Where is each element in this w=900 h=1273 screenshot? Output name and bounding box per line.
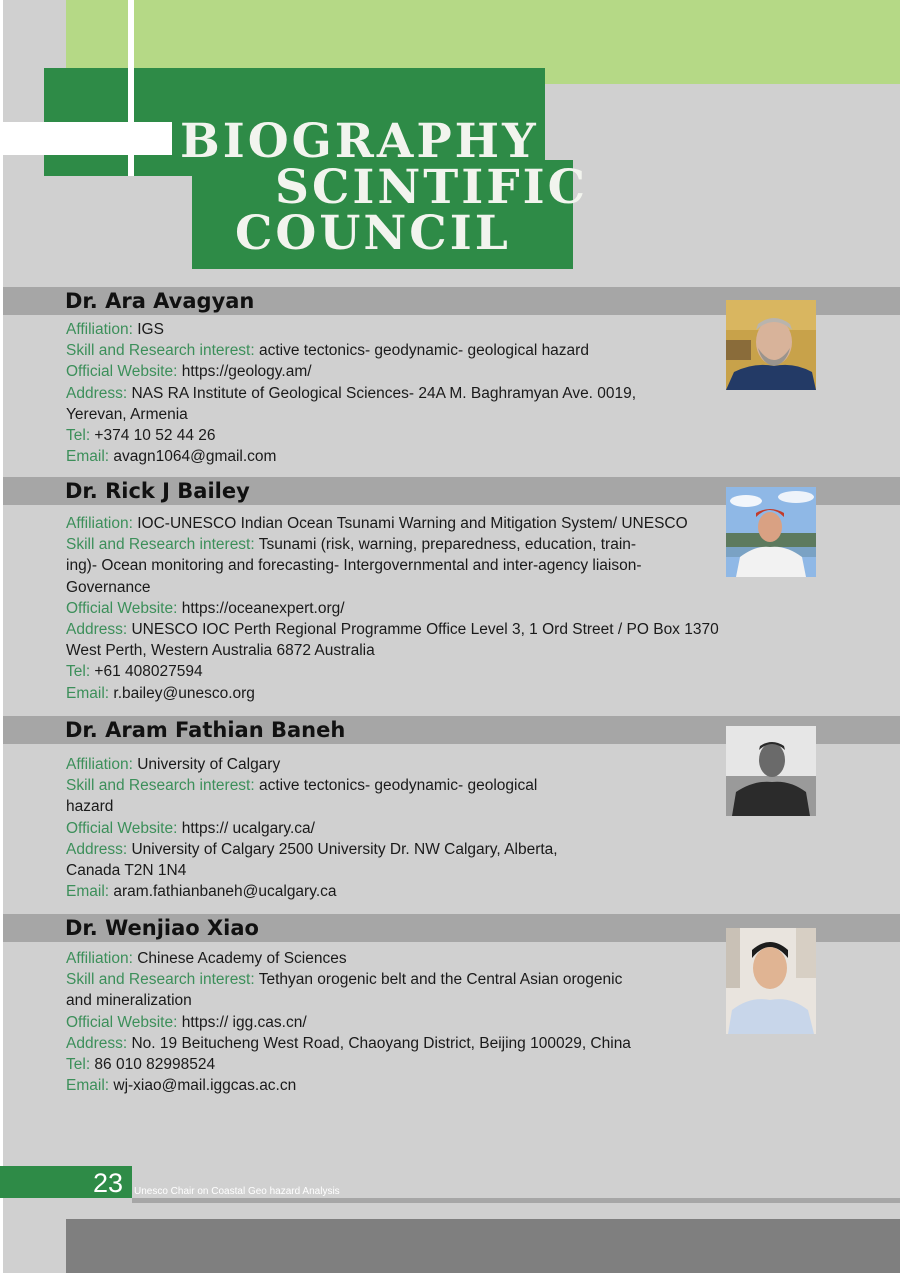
detail-line [66,661,719,682]
field-value: 86 010 82998524 [90,1056,216,1074]
field-value: IGS [132,321,164,338]
field-label: Tel: [66,663,91,681]
portrait-photo [726,726,816,816]
field-label: Official Website: [66,599,178,617]
portrait-photo [726,487,816,577]
field-value: +374 10 52 44 26 [90,427,216,445]
field-value: https://geology.am/ [177,363,312,381]
field-label: Address: [66,840,128,858]
detail-line [66,598,719,619]
field-value: UNESCO IOC Perth Regional Programme Office Level 3, 1 Ord Street / PO Box 1370 [127,621,719,639]
field-label: Affiliation: [66,756,133,773]
field-value: No. 19 Beitucheng West Road, Chaoyang District, Beijing 100029, China [127,1034,631,1052]
person-details [66,513,719,704]
detail-line [66,319,636,340]
field-value: ing)- Ocean monitoring and forecasting- Intergovernmental and inter-agency liaison- [66,557,642,575]
detail-line [66,990,631,1011]
field-value: https:// igg.cas.cn/ [177,1013,307,1031]
field-value: IOC-UNESCO Indian Ocean Tsunami Warning and Mitigation System/ UNESCO [132,515,688,532]
field-value: NAS RA Institute of Geological Sciences- 24A M. Baghramyan Ave. 0019, [127,384,637,402]
field-label: Official Website: [66,363,178,381]
field-label: Email: [66,1077,110,1095]
field-label: Tel: [66,427,91,445]
detail-line [66,1075,631,1096]
detail-line [66,948,631,969]
field-label: Tel: [66,1056,91,1074]
footer-title: Unesco Chair on Coastal Geo hazard Analysis [134,1186,340,1197]
footer-divider [132,1198,900,1203]
portrait-photo [726,300,816,390]
person-details [66,948,631,1096]
detail-line [66,640,719,661]
person-details [66,319,636,467]
field-value: r.bailey@unesco.org [109,684,255,702]
detail-line [66,383,636,404]
field-label: Address: [66,384,128,402]
page-number: 23 [93,1168,124,1198]
field-label: Address: [66,621,128,639]
detail-line [66,446,636,467]
page-title-line-2: SCINTIFIC [275,160,589,215]
field-label: Email: [66,883,110,901]
field-value: aram.fathianbaneh@ucalgary.ca [109,883,337,901]
portrait-photo [726,928,816,1034]
detail-line [66,555,719,576]
field-value: Yerevan, Armenia [66,405,188,423]
field-label: Skill and Research interest: [66,342,255,360]
detail-line [66,860,558,881]
field-value: Governance [66,578,151,596]
person-details [66,754,558,902]
person-name: Dr. Wenjiao Xiao [65,916,259,940]
field-value: active tectonics- geodynamic- geological [254,777,538,795]
field-label: Skill and Research interest: [66,777,255,795]
field-label: Skill and Research interest: [66,536,255,554]
field-label: Affiliation: [66,321,133,338]
detail-line [66,404,636,425]
field-value: and mineralization [66,992,192,1010]
person-name: Dr. Aram Fathian Baneh [65,718,346,742]
field-value: https://oceanexpert.org/ [177,599,345,617]
field-value: University of Calgary 2500 University Dr. NW Calgary, Alberta, [127,840,558,858]
field-label: Email: [66,448,110,466]
field-value: Tethyan orogenic belt and the Central Asian orogenic [254,971,623,989]
detail-line [66,818,558,839]
field-value: West Perth, Western Australia 6872 Australia [66,642,375,660]
detail-line [66,619,719,640]
page-title-line-1: BIOGRAPHY [180,114,539,169]
detail-line [66,340,636,361]
field-value: University of Calgary [132,756,281,773]
detail-line [66,534,719,555]
detail-line [66,881,558,902]
field-label: Affiliation: [66,515,133,532]
field-value: Tsunami (risk, warning, preparedness, education, train- [254,536,637,554]
field-label: Official Website: [66,1013,178,1031]
detail-line [66,775,558,796]
field-value: wj-xiao@mail.iggcas.ac.cn [109,1077,297,1095]
detail-line [66,513,719,534]
field-label: Address: [66,1034,128,1052]
field-value: https:// ucalgary.ca/ [177,819,315,837]
detail-line [66,683,719,704]
detail-line [66,1054,631,1075]
decor-white-bar [0,122,172,155]
field-value: Chinese Academy of Sciences [132,950,347,967]
detail-line [66,1012,631,1033]
footer-grey-band [66,1219,900,1273]
person-name: Dr. Ara Avagyan [65,289,255,313]
field-label: Email: [66,684,110,702]
field-value: active tectonics- geodynamic- geological hazard [254,342,589,360]
field-label: Official Website: [66,819,178,837]
field-value: +61 408027594 [90,663,203,681]
detail-line [66,796,558,817]
detail-line [66,361,636,382]
person-name: Dr. Rick J Bailey [65,479,250,503]
field-value: avagn1064@gmail.com [109,448,277,466]
field-label: Skill and Research interest: [66,971,255,989]
detail-line [66,754,558,775]
field-value: hazard [66,798,114,816]
field-label: Affiliation: [66,950,133,967]
detail-line [66,577,719,598]
detail-line [66,969,631,990]
page-title-line-3: COUNCIL [235,206,511,261]
detail-line [66,839,558,860]
field-value: Canada T2N 1N4 [66,862,187,880]
detail-line [66,1033,631,1054]
detail-line [66,425,636,446]
